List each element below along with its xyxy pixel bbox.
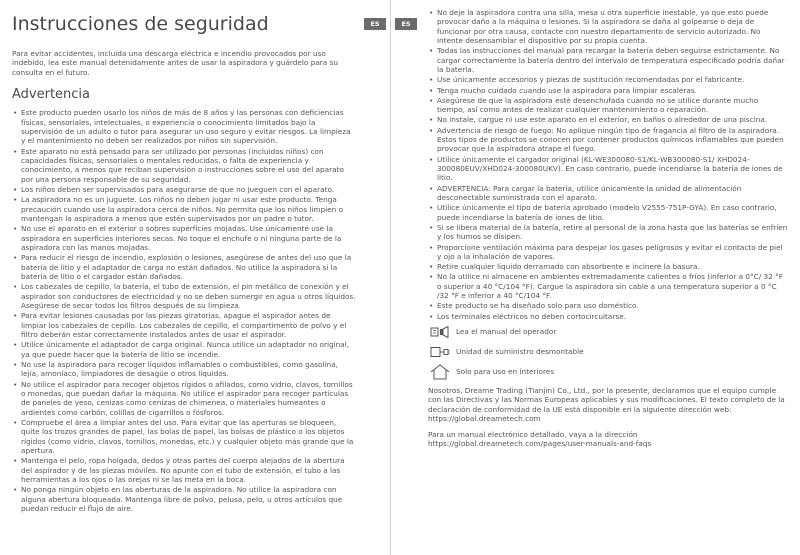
warning-item: • Para evitar lesiones causadas por las piezas giratorias, apague el aspirador antes de limpiar los cabezales de cepillo. Los cabezales de cepillo, el compartimento de polvo y el filtro deberán estar correctamente instalados antes de usar el aspirador. [12, 311, 357, 339]
warning-item: • Utilice únicamente el tipo de batería aprobado (modelo V2555-751P-GYA). En caso contrario, puede incendiarse la batería de iones de litio. [428, 203, 788, 222]
warning-item: • ADVERTENCIA: Para cargar la batería, utilice únicamente la unidad de alimentación desconectable suministrada con el aparato. [428, 184, 788, 203]
right-column [428, 8, 788, 448]
warning-item: • No la utilice ni almacene en ambientes extremadamente calientes o fríos (inferior a 0°C/ 32 °F o superior a 40 °C/104 °F). Cargue la aspiradora sin cable a una temperatura superior a 0 °C /32 °F e inferior a 40 °C/104 °F. [428, 272, 788, 300]
column-divider [390, 0, 391, 555]
intro-paragraph: Para evitar accidentes, incluida una descarga eléctrica e incendio provocados por uso indebido, lea este manual detenidamente antes de usar la aspiradora y guárdelo para su consulta en el futuro. [12, 49, 339, 77]
warning-item: • No utilice el aspirador para recoger objetos rígidos o afilados, como vidrio, clavos, tornillos o monedas, que puedan dañar la máquina. No utilice el aspirador para recoger partículas de paneles de yeso, cenizas como cenizas de chimenea, o materiales humeantes o ardientes como carbón, colillas de cigarrillos o fósforos. [12, 380, 357, 418]
symbol-row [428, 344, 788, 360]
warning-item: • Este producto pueden usarlo los niños de más de 8 años y las personas con deficiencias físicas, sensoriales, intelectuales, o experiencia o conocimiento limitados bajo la supervisión de un adulto o tutor para asegurar un uso seguro y evitar riesgos. La limpieza y el mantenimiento no deben ser realizados por niños sin supervisión. [12, 108, 357, 146]
warning-item: • Asegúrese de que la aspiradora esté desenchufada cuando no se utilice durante mucho tiempo, así como antes de realizar cualquier mantenimiento o reparación. [428, 96, 788, 115]
read-manual-icon [430, 324, 450, 340]
warning-item: • Este producto se ha diseñado solo para uso doméstico. [428, 301, 788, 310]
symbol-label: Unidad de suministro desmontable [456, 347, 584, 357]
warning-item: • Los niños deben ser supervisados para asegurarse de que no jueguen con el aparato. [12, 185, 357, 194]
warning-item: • Los terminales eléctricos no deben cortocircuitarse. [428, 312, 788, 321]
warning-item: • Los cabezales de cepillo, la batería, el tubo de extensión, el pin metálico de conexión y el aspirador son conductores de electricidad y no se deben sumergir en agua u otros líquidos. Asegúrese de secar todos los filtros después de su limpieza. [12, 282, 357, 310]
warning-item: • No deje la aspiradora contra una silla, mesa u otra superficie inestable, ya que esto puede provocar daño a la máquina o lesiones. Si la aspiradora se daña al golpearse o deja de funcionar por otra causa, contacte con nuestro departamento de servicio autorizado. No intente desensamblar el dispositivo por su propia cuenta. [428, 8, 788, 46]
warning-item: • No ponga ningún objeto en las aberturas de la aspiradora. No utilice la aspiradora con alguna abertura bloqueada. Mantenga libre de polvo, pelusa, pelo, u otros artículos que puedan reducir el flujo de aire. [12, 485, 357, 513]
symbol-row [428, 364, 788, 380]
language-tab-right: ES [395, 18, 417, 30]
warning-item: • Advertencia de riesgo de fuego: No aplique ningún tipo de fragancia al filtro de la aspiradora. Estos tipos de productos se conocen por contener productos químicos inflamables que pueden provocar que la aspiradora atrape el fuego. [428, 126, 788, 154]
warning-item: • Compruebe el área a limpiar antes del uso. Para evitar que las aperturas se bloqueen, quite los trozos grandes de papel, las bolas de papel, las bolsas de plástico o los objetos rígidos (como vidrio, clavos, tornillos, monedas, etc.) y cualquier objeto más grande que la apertura. [12, 418, 357, 456]
warning-item: • Para reducir el riesgo de incendio, explosión o lesiones, asegúrese de antes del uso que la batería de litio y el adaptador de carga no están dañados. No utilice la aspiradora si la batería de litio o el cargador están dañados. [12, 253, 357, 281]
conformity-declaration: Nosotros, Dreame Trading (Tianjin) Co., Ltd., por la presente, declaramos que el equipo cumple con las Directivas y las Normas Europeas aplicables y sus modificaciones. El texto completo de la declaración de conformidad de la UE está disponible en la siguiente dirección web: https://global.dreametech.com [428, 385, 785, 424]
warning-item: • No use la aspiradora para recoger líquidos inflamables o combustibles, como gasolina, lejía, amoniaco, limpiadores de desagüe o otros líquidos. [12, 360, 357, 379]
page-title: Instrucciones de seguridad [12, 13, 269, 35]
symbol-label: Lea el manual del operador [456, 327, 557, 337]
warning-item: • No use el aparato en el exterior o sobres superficies mojadas. Use únicamente use la aspiradora en superficies interiores secas. No toque el enchufe o ni ninguna parte de la aspiradora con las manos mojadas. [12, 224, 357, 252]
warning-list-right [428, 8, 788, 321]
warning-item: • Utilice únicamente el cargador original (KL-WE300080-S1/KL-WB300080-S1/ XHD024-300080EUV/XHD024-300080UKV). En caso contrario, puede incendiarse la batería de iones de litio. [428, 155, 788, 183]
warning-item: • Retire cualquier líquido derramado con absorbente e incinere la basura. [428, 262, 788, 271]
warning-item: • Use únicamente accesorios y piezas de sustitución recomendadas por el fabricante. [428, 75, 788, 84]
symbol-row [428, 324, 788, 340]
warning-item: • Mantenga el pelo, ropa holgada, dedos y otras partes del cuerpo alejados de la abertura del aspirador y de las piezas móviles. No apunte con el tubo de extensión, el tubo a las herramientas a los ojos o las orejas ni se las meta en la boca. [12, 456, 357, 484]
warning-item: • Si se libera material de la batería, retire al personal de la zona hasta que las baterías se enfríen y los humos se disipen. [428, 223, 788, 242]
warning-list-left [12, 108, 357, 513]
warning-item: • No instale, cargue ni use este aparato en el exterior, en baños o alrededor de una piscina. [428, 115, 788, 124]
symbol-label: Solo para uso en interiores [456, 367, 555, 377]
detachable-power-supply-icon [430, 344, 450, 360]
manual-link-note: Para un manual electrónico detallado, vaya a la dirección https://global.dreametech.com/pages/user-manuals-and-faqs [428, 429, 652, 448]
left-column [12, 8, 357, 514]
warning-item: • Todas las instrucciones del manual para recargar la batería deben seguirse estrictamente. No cargar correctamente la batería dentro del intervalo de temperatura especificado podría dañar la batería. [428, 46, 788, 74]
warning-item: • La aspiradora no es un juguete. Los niños no deben jugar ni usar este producto. Tenga precaución cuando use la aspiradora cerca de niños. No permita que los niños limpien o mantengan la aspiradora a menos que estén supervisados por un padre o tutor. [12, 195, 357, 223]
warning-item: • Proporcione ventilación máxima para despejar los gases peligrosos y evitar el contacto de piel y ojo a la inhalación de vapores. [428, 243, 788, 262]
indoor-use-house-icon [430, 364, 450, 380]
language-tab-left: ES [364, 18, 386, 30]
warning-heading: Advertencia [12, 87, 91, 103]
warning-item: • Utilice únicamente el adaptador de carga original. Nunca utilice un adaptador no original, ya que puede hacer que la batería de litio se incendie. [12, 340, 357, 359]
warning-item: • Tenga mucho cuidado cuando use la aspiradora para limpiar escaleras. [428, 86, 788, 95]
warning-item: • Este aparato no está pensado para ser utilizado por personas (incluidos niños) con capacidades físicas, sensoriales o mentales reducidas, o falta de experiencia y conocimiento, a menos que reciban supervisión o instrucciones sobre el uso del aparato por una persona responsable de su seguridad. [12, 147, 357, 185]
